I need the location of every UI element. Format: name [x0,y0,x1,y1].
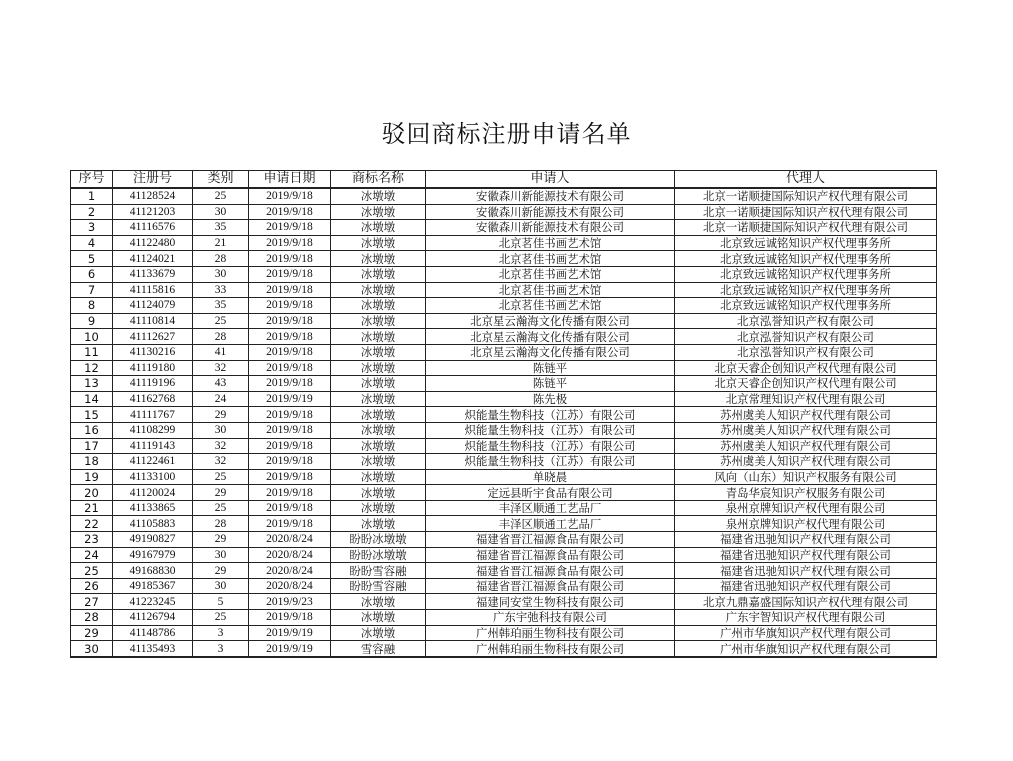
cell-mark-name: 冰墩墩 [331,391,426,407]
cell-mark-name: 冰墩墩 [331,266,426,282]
cell-applicant: 陈链平 [426,376,675,392]
table-row [71,641,937,657]
cell-class: 3 [193,625,249,641]
cell-seq: 26 [71,578,113,594]
cell-seq: 13 [71,376,113,392]
cell-class: 21 [193,235,249,251]
cell-class: 35 [193,220,249,236]
cell-seq: 27 [71,594,113,610]
cell-app-date: 2019/9/18 [249,360,331,376]
cell-applicant: 安徽森川新能源技术有限公司 [426,188,675,204]
cell-applicant: 北京星云瀚海文化传播有限公司 [426,344,675,360]
column-header-app-date: 申请日期 [249,171,331,189]
cell-applicant: 福建同安堂生物科技有限公司 [426,594,675,610]
cell-applicant: 炽能量生物科技（江苏）有限公司 [426,407,675,423]
cell-agent: 广州市华旗知识产权代理有限公司 [675,641,937,657]
cell-applicant: 定远县昕宇食品有限公司 [426,485,675,501]
table-row [71,500,937,516]
cell-class: 32 [193,438,249,454]
cell-seq: 2 [71,204,113,220]
cell-mark-name: 冰墩墩 [331,438,426,454]
cell-reg-no: 41115816 [113,282,193,298]
cell-seq: 15 [71,407,113,423]
cell-mark-name: 冰墩墩 [331,469,426,485]
cell-agent: 福建省迅驰知识产权代理有限公司 [675,547,937,563]
cell-reg-no: 49185367 [113,578,193,594]
table-row [71,532,937,548]
cell-seq: 5 [71,251,113,267]
cell-mark-name: 冰墩墩 [331,422,426,438]
cell-seq: 1 [71,188,113,204]
cell-seq: 21 [71,500,113,516]
cell-reg-no: 41128524 [113,188,193,204]
cell-applicant: 安徽森川新能源技术有限公司 [426,220,675,236]
cell-applicant: 北京茗佳书画艺术馆 [426,298,675,314]
cell-app-date: 2019/9/18 [249,188,331,204]
cell-app-date: 2019/9/18 [249,266,331,282]
cell-agent: 福建省迅驰知识产权代理有限公司 [675,578,937,594]
cell-reg-no: 41120024 [113,485,193,501]
cell-agent: 广东宇智知识产权代理有限公司 [675,610,937,626]
cell-applicant: 广州韩珀丽生物科技有限公司 [426,625,675,641]
cell-reg-no: 41119196 [113,376,193,392]
cell-reg-no: 41124079 [113,298,193,314]
column-header-applicant: 申请人 [426,171,675,189]
cell-mark-name: 盼盼冰墩墩 [331,547,426,563]
cell-agent: 苏州虞美人知识产权代理有限公司 [675,407,937,423]
cell-reg-no: 41135493 [113,641,193,657]
cell-agent: 北京泓誉知识产权有限公司 [675,329,937,345]
table-row [71,360,937,376]
cell-mark-name: 盼盼冰墩墩 [331,532,426,548]
cell-agent: 苏州虞美人知识产权代理有限公司 [675,422,937,438]
cell-reg-no: 49168830 [113,563,193,579]
cell-agent: 北京九鼎嘉盛国际知识产权代理有限公司 [675,594,937,610]
cell-agent: 北京天睿企创知识产权代理有限公司 [675,360,937,376]
table-row [71,391,937,407]
cell-class: 5 [193,594,249,610]
table-row [71,235,937,251]
cell-seq: 6 [71,266,113,282]
cell-seq: 10 [71,329,113,345]
cell-mark-name: 冰墩墩 [331,516,426,532]
cell-app-date: 2020/8/24 [249,532,331,548]
cell-mark-name: 冰墩墩 [331,235,426,251]
cell-class: 28 [193,251,249,267]
cell-applicant: 丰泽区顺通工艺品厂 [426,516,675,532]
table-row [71,376,937,392]
cell-applicant: 丰泽区顺通工艺品厂 [426,500,675,516]
table-row [71,485,937,501]
cell-app-date: 2019/9/18 [249,516,331,532]
cell-reg-no: 41119143 [113,438,193,454]
table-row [71,594,937,610]
cell-app-date: 2019/9/18 [249,469,331,485]
cell-applicant: 单晓晨 [426,469,675,485]
cell-class: 30 [193,266,249,282]
cell-agent: 北京一诺顺捷国际知识产权代理有限公司 [675,188,937,204]
table-row [71,188,937,204]
cell-seq: 22 [71,516,113,532]
table-row [71,625,937,641]
table-row [71,407,937,423]
column-header-seq: 序号 [71,171,113,189]
cell-applicant: 北京星云瀚海文化传播有限公司 [426,313,675,329]
cell-reg-no: 41122480 [113,235,193,251]
cell-seq: 25 [71,563,113,579]
cell-mark-name: 冰墩墩 [331,344,426,360]
cell-agent: 苏州虞美人知识产权代理有限公司 [675,454,937,470]
cell-mark-name: 冰墩墩 [331,407,426,423]
cell-seq: 9 [71,313,113,329]
cell-seq: 4 [71,235,113,251]
cell-reg-no: 41119180 [113,360,193,376]
cell-mark-name: 冰墩墩 [331,204,426,220]
cell-applicant: 炽能量生物科技（江苏）有限公司 [426,438,675,454]
cell-class: 28 [193,516,249,532]
cell-app-date: 2020/8/24 [249,563,331,579]
cell-reg-no: 41133679 [113,266,193,282]
cell-class: 32 [193,360,249,376]
cell-reg-no: 41112627 [113,329,193,345]
cell-agent: 北京致远诚铭知识产权代理事务所 [675,282,937,298]
cell-reg-no: 41111767 [113,407,193,423]
cell-agent: 北京一诺顺捷国际知识产权代理有限公司 [675,204,937,220]
cell-seq: 14 [71,391,113,407]
cell-app-date: 2020/8/24 [249,578,331,594]
cell-app-date: 2019/9/18 [249,500,331,516]
cell-mark-name: 冰墩墩 [331,376,426,392]
cell-seq: 3 [71,220,113,236]
table-row [71,298,937,314]
table-row [71,610,937,626]
cell-agent: 泉州京牌知识产权代理有限公司 [675,500,937,516]
cell-reg-no: 41105883 [113,516,193,532]
cell-app-date: 2019/9/18 [249,376,331,392]
cell-applicant: 安徽森川新能源技术有限公司 [426,204,675,220]
cell-app-date: 2019/9/18 [249,282,331,298]
cell-mark-name: 冰墩墩 [331,360,426,376]
cell-agent: 北京泓誉知识产权有限公司 [675,344,937,360]
cell-class: 32 [193,454,249,470]
cell-class: 29 [193,407,249,423]
cell-app-date: 2019/9/18 [249,610,331,626]
cell-reg-no: 41133865 [113,500,193,516]
cell-app-date: 2019/9/18 [249,251,331,267]
table-row [71,251,937,267]
cell-reg-no: 41130216 [113,344,193,360]
cell-reg-no: 41124021 [113,251,193,267]
cell-applicant: 炽能量生物科技（江苏）有限公司 [426,454,675,470]
table-row [71,422,937,438]
cell-seq: 29 [71,625,113,641]
cell-applicant: 炽能量生物科技（江苏）有限公司 [426,422,675,438]
column-header-mark-name: 商标名称 [331,171,426,189]
cell-agent: 北京一诺顺捷国际知识产权代理有限公司 [675,220,937,236]
cell-app-date: 2019/9/19 [249,391,331,407]
cell-app-date: 2019/9/18 [249,485,331,501]
cell-app-date: 2019/9/18 [249,220,331,236]
table-row [71,578,937,594]
table-row [71,516,937,532]
cell-seq: 18 [71,454,113,470]
table-header-row [71,171,937,189]
cell-mark-name: 冰墩墩 [331,485,426,501]
cell-mark-name: 冰墩墩 [331,298,426,314]
cell-applicant: 福建省晋江福源食品有限公司 [426,532,675,548]
cell-app-date: 2019/9/19 [249,641,331,657]
cell-app-date: 2019/9/18 [249,422,331,438]
column-header-agent: 代理人 [675,171,937,189]
cell-class: 3 [193,641,249,657]
column-header-reg-no: 注册号 [113,171,193,189]
cell-reg-no: 41116576 [113,220,193,236]
cell-agent: 北京常理知识产权代理有限公司 [675,391,937,407]
cell-mark-name: 冰墩墩 [331,610,426,626]
cell-agent: 青岛华宸知识产权服务有限公司 [675,485,937,501]
table-row [71,438,937,454]
cell-seq: 19 [71,469,113,485]
table-row [71,329,937,345]
cell-app-date: 2019/9/18 [249,235,331,251]
cell-agent: 广州市华旗知识产权代理有限公司 [675,625,937,641]
cell-seq: 16 [71,422,113,438]
cell-reg-no: 41162768 [113,391,193,407]
cell-app-date: 2019/9/18 [249,204,331,220]
cell-app-date: 2019/9/19 [249,625,331,641]
cell-mark-name: 冰墩墩 [331,282,426,298]
cell-reg-no: 41108299 [113,422,193,438]
cell-agent: 北京天睿企创知识产权代理有限公司 [675,376,937,392]
cell-reg-no: 41122461 [113,454,193,470]
cell-agent: 福建省迅驰知识产权代理有限公司 [675,532,937,548]
cell-mark-name: 冰墩墩 [331,329,426,345]
table-body [71,188,937,657]
cell-class: 25 [193,500,249,516]
cell-applicant: 北京茗佳书画艺术馆 [426,235,675,251]
cell-mark-name: 盼盼雪容融 [331,563,426,579]
cell-app-date: 2019/9/18 [249,329,331,345]
table-row [71,204,937,220]
cell-class: 33 [193,282,249,298]
cell-applicant: 陈链平 [426,360,675,376]
cell-class: 29 [193,563,249,579]
cell-mark-name: 盼盼雪容融 [331,578,426,594]
table-row [71,563,937,579]
cell-mark-name: 冰墩墩 [331,188,426,204]
cell-seq: 20 [71,485,113,501]
cell-mark-name: 雪容融 [331,641,426,657]
cell-reg-no: 49167979 [113,547,193,563]
cell-class: 25 [193,610,249,626]
cell-mark-name: 冰墩墩 [331,313,426,329]
cell-applicant: 北京茗佳书画艺术馆 [426,251,675,267]
cell-agent: 泉州京牌知识产权代理有限公司 [675,516,937,532]
cell-applicant: 北京茗佳书画艺术馆 [426,266,675,282]
cell-class: 25 [193,188,249,204]
cell-applicant: 广东宇弛科技有限公司 [426,610,675,626]
cell-seq: 28 [71,610,113,626]
table-row [71,454,937,470]
cell-class: 25 [193,313,249,329]
cell-seq: 23 [71,532,113,548]
table-row [71,220,937,236]
cell-applicant: 福建省晋江福源食品有限公司 [426,578,675,594]
cell-app-date: 2019/9/18 [249,298,331,314]
cell-class: 30 [193,578,249,594]
cell-class: 43 [193,376,249,392]
cell-reg-no: 41133100 [113,469,193,485]
cell-agent: 北京泓誉知识产权有限公司 [675,313,937,329]
cell-mark-name: 冰墩墩 [331,500,426,516]
cell-class: 29 [193,485,249,501]
cell-applicant: 陈先极 [426,391,675,407]
cell-agent: 北京致远诚铭知识产权代理事务所 [675,298,937,314]
cell-class: 28 [193,329,249,345]
cell-mark-name: 冰墩墩 [331,251,426,267]
cell-agent: 风向（山东）知识产权服务有限公司 [675,469,937,485]
cell-agent: 北京致远诚铭知识产权代理事务所 [675,235,937,251]
column-header-class: 类别 [193,171,249,189]
cell-applicant: 福建省晋江福源食品有限公司 [426,563,675,579]
cell-app-date: 2019/9/18 [249,454,331,470]
cell-class: 35 [193,298,249,314]
cell-reg-no: 41148786 [113,625,193,641]
document-title: 驳回商标注册申请名单 [381,120,632,148]
cell-applicant: 北京星云瀚海文化传播有限公司 [426,329,675,345]
cell-reg-no: 41121203 [113,204,193,220]
table-row [71,547,937,563]
cell-agent: 北京致远诚铭知识产权代理事务所 [675,266,937,282]
cell-reg-no: 41223245 [113,594,193,610]
cell-seq: 11 [71,344,113,360]
cell-agent: 福建省迅驰知识产权代理有限公司 [675,563,937,579]
cell-app-date: 2020/8/24 [249,547,331,563]
table-row [71,266,937,282]
table-row [71,313,937,329]
cell-class: 41 [193,344,249,360]
cell-applicant: 福建省晋江福源食品有限公司 [426,547,675,563]
cell-class: 30 [193,422,249,438]
table-row [71,469,937,485]
cell-app-date: 2019/9/18 [249,344,331,360]
cell-applicant: 北京茗佳书画艺术馆 [426,282,675,298]
cell-mark-name: 冰墩墩 [331,625,426,641]
cell-app-date: 2019/9/18 [249,438,331,454]
cell-app-date: 2019/9/18 [249,407,331,423]
cell-reg-no: 49190827 [113,532,193,548]
table-row [71,344,937,360]
cell-seq: 12 [71,360,113,376]
cell-app-date: 2019/9/18 [249,313,331,329]
table-row [71,282,937,298]
cell-seq: 24 [71,547,113,563]
cell-seq: 7 [71,282,113,298]
cell-agent: 苏州虞美人知识产权代理有限公司 [675,438,937,454]
cell-app-date: 2019/9/23 [249,594,331,610]
cell-class: 30 [193,547,249,563]
cell-mark-name: 冰墩墩 [331,454,426,470]
cell-mark-name: 冰墩墩 [331,594,426,610]
cell-class: 25 [193,469,249,485]
cell-mark-name: 冰墩墩 [331,220,426,236]
cell-applicant: 广州韩珀丽生物科技有限公司 [426,641,675,657]
cell-seq: 30 [71,641,113,657]
rejection-table [70,170,937,658]
cell-agent: 北京致远诚铭知识产权代理事务所 [675,251,937,267]
cell-seq: 17 [71,438,113,454]
cell-seq: 8 [71,298,113,314]
cell-reg-no: 41126794 [113,610,193,626]
cell-reg-no: 41110814 [113,313,193,329]
cell-class: 24 [193,391,249,407]
cell-class: 29 [193,532,249,548]
cell-class: 30 [193,204,249,220]
